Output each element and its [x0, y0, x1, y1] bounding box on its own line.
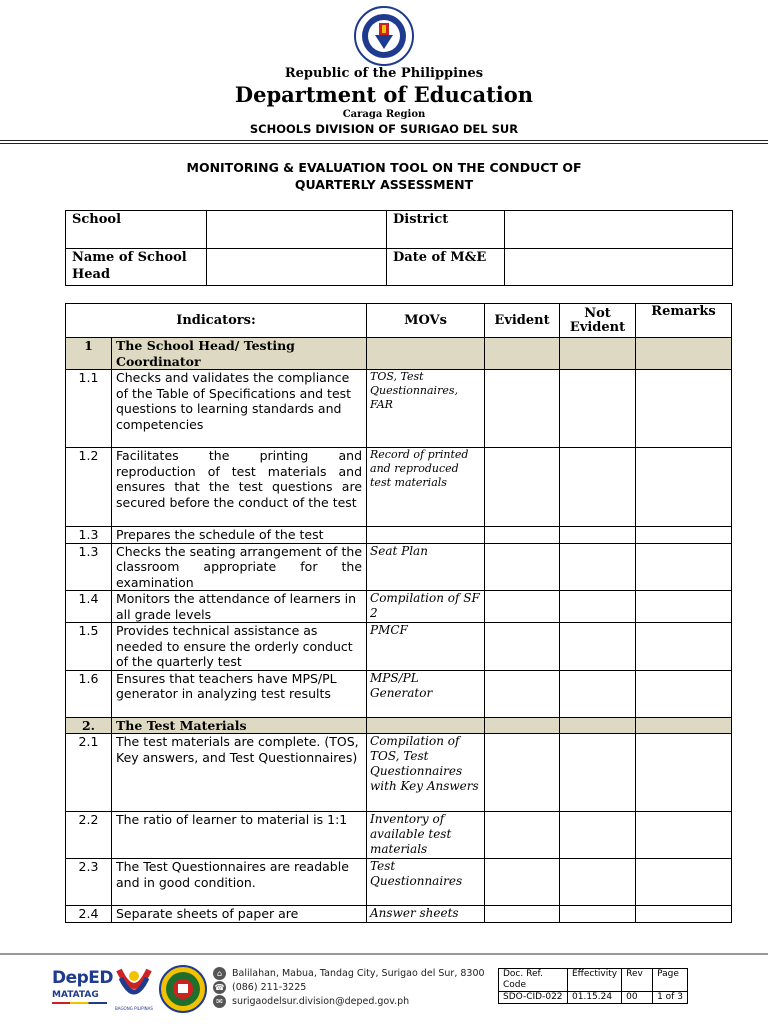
page-value: 1 of 3: [653, 992, 688, 1004]
row-number: 2.4: [66, 906, 112, 923]
remarks-cell[interactable]: [636, 448, 732, 527]
email-line[interactable]: ✉ surigaodelsur.division@deped.gov.ph: [213, 995, 409, 1008]
evident-cell[interactable]: [485, 338, 560, 370]
location-icon: ⌂: [213, 967, 226, 980]
remarks-cell[interactable]: [636, 338, 732, 370]
remarks-cell[interactable]: [636, 734, 732, 812]
division-text: SCHOOLS DIVISION OF SURIGAO DEL SUR: [249, 122, 519, 136]
school-field[interactable]: [207, 211, 387, 249]
indicator-cell: Separate sheets of paper are: [112, 906, 367, 923]
evident-header: Evident: [485, 304, 560, 338]
mov-cell: Inventory of available test materials: [367, 812, 485, 859]
bagong-pilipinas-text: BAGONG PILIPINAS: [115, 1006, 153, 1011]
remarks-cell[interactable]: [636, 717, 732, 734]
school-info-table: [65, 210, 733, 286]
address-line: ⌂ Balilahan, Mabua, Tandag City, Surigao del Sur, 8300: [213, 967, 485, 980]
deped-logo-text: DepED: [52, 968, 114, 988]
header-divider-1: [0, 140, 768, 141]
table-row: [66, 527, 732, 544]
indicator-cell: Facilitates the printing and reproduction of test materials and ensures that the test questions are secured before the conduct of the test: [112, 448, 367, 527]
table-row: [66, 543, 732, 591]
indicator-cell: Provides technical assistance as needed to ensure the orderly conduct of the quarterly test: [112, 623, 367, 671]
doc-ref-code-header: Doc. Ref. Code: [499, 969, 568, 992]
district-label: District: [387, 211, 505, 249]
doc-ref-code-value: SDO-CID-022: [499, 992, 568, 1004]
not-evident-cell[interactable]: [560, 906, 636, 923]
email-icon: ✉: [213, 995, 226, 1008]
indicator-cell: Checks and validates the compliance of the Table of Specifications and test questions to learning standards and competencies: [112, 370, 367, 448]
table-row: [66, 906, 732, 923]
table-row: [66, 670, 732, 717]
section-row: [66, 717, 732, 734]
table-header-row: [66, 304, 732, 338]
header-divider-2: [0, 143, 768, 144]
date-field[interactable]: [505, 249, 733, 286]
remarks-cell[interactable]: [636, 623, 732, 671]
republic-text: Republic of the Philippines: [284, 66, 484, 81]
mov-cell: Seat Plan: [367, 543, 485, 591]
remarks-header: Remarks: [636, 304, 732, 338]
deped-matatag-logo: [52, 968, 114, 1016]
evident-cell[interactable]: [485, 448, 560, 527]
not-evident-cell[interactable]: [560, 338, 636, 370]
mov-cell: [367, 527, 485, 544]
indicators-table: [65, 303, 732, 923]
row-number: 1.4: [66, 591, 112, 623]
not-evident-header: Not Evident: [560, 304, 636, 338]
indicator-cell: The test materials are complete. (TOS, Key answers, and Test Questionnaires): [112, 734, 367, 812]
mov-cell: Compilation of SF 2: [367, 591, 485, 623]
phone-line: ☎ (086) 211-3225: [214, 982, 307, 993]
doc-ref-table: [498, 968, 688, 1004]
indicator-cell: Prepares the schedule of the test: [112, 527, 367, 544]
remarks-cell[interactable]: [636, 812, 732, 859]
indicator-cell: Monitors the attendance of learners in all grade levels: [112, 591, 367, 623]
evident-cell[interactable]: [485, 859, 560, 906]
mov-cell: Test Questionnaires: [367, 859, 485, 906]
movs-header: MOVs: [367, 304, 485, 338]
row-number: 1.5: [66, 623, 112, 671]
indicators-header: Indicators:: [66, 304, 367, 338]
remarks-cell[interactable]: [636, 370, 732, 448]
mov-cell: PMCF: [367, 623, 485, 671]
section-row: [66, 338, 732, 370]
school-head-label: Name of School Head: [66, 249, 207, 286]
remarks-cell[interactable]: [636, 591, 732, 623]
date-label: Date of M&E: [387, 249, 505, 286]
row-number: 2.3: [66, 859, 112, 906]
indicator-cell: Checks the seating arrangement of the classroom appropriate for the examination: [112, 543, 367, 591]
indicator-cell: The Test Questionnaires are readable and in good condition.: [112, 859, 367, 906]
phone-icon: ☎: [214, 983, 225, 992]
effectivity-header: Effectivity: [568, 969, 622, 992]
evident-cell[interactable]: [485, 623, 560, 671]
table-row: [66, 370, 732, 448]
evident-cell[interactable]: [485, 734, 560, 812]
remarks-cell[interactable]: [636, 543, 732, 591]
table-row: [66, 859, 732, 906]
indicator-cell: Ensures that teachers have MPS/PL generator in analyzing test results: [112, 670, 367, 717]
table-row: [66, 812, 732, 859]
not-evident-cell[interactable]: [560, 370, 636, 448]
mov-cell: [367, 338, 485, 370]
document-title-line2: QUARTERLY ASSESSMENT: [294, 177, 474, 192]
row-number: 2.2: [66, 812, 112, 859]
matatag-logo-text: MATATAG: [52, 990, 99, 1000]
region-text: Caraga Region: [342, 109, 426, 120]
not-evident-cell[interactable]: [560, 717, 636, 734]
row-number: 2.: [66, 717, 112, 734]
not-evident-cell[interactable]: [560, 448, 636, 527]
mov-cell: Answer sheets: [367, 906, 485, 923]
evident-cell[interactable]: [485, 543, 560, 591]
evident-cell[interactable]: [485, 370, 560, 448]
not-evident-cell[interactable]: [560, 623, 636, 671]
remarks-cell[interactable]: [636, 859, 732, 906]
school-head-field[interactable]: [207, 249, 387, 286]
remarks-cell[interactable]: [636, 527, 732, 544]
footer-divider: [0, 953, 768, 955]
not-evident-cell[interactable]: [560, 859, 636, 906]
row-number: 1.2: [66, 448, 112, 527]
not-evident-cell[interactable]: [560, 591, 636, 623]
effectivity-value: 01.15.24: [568, 992, 622, 1004]
bagong-pilipinas-logo: [113, 966, 155, 1012]
district-field[interactable]: [505, 211, 733, 249]
not-evident-cell[interactable]: [560, 543, 636, 591]
table-row: [66, 448, 732, 527]
mov-cell: [367, 717, 485, 734]
mov-cell: TOS, Test Questionnaires, FAR: [367, 370, 485, 448]
mov-cell: Record of printed and reproduced test materials: [367, 448, 485, 527]
department-title: Department of Education: [234, 82, 534, 107]
remarks-cell[interactable]: [636, 906, 732, 923]
document-title-line1: MONITORING & EVALUATION TOOL ON THE CONDUCT OF: [186, 160, 582, 175]
evident-cell[interactable]: [485, 906, 560, 923]
remarks-cell[interactable]: [636, 670, 732, 717]
mov-cell: MPS/PL Generator: [367, 670, 485, 717]
indicator-cell: The ratio of learner to material is 1:1: [112, 812, 367, 859]
row-number: 1.3: [66, 527, 112, 544]
row-number: 1.6: [66, 670, 112, 717]
rev-header: Rev: [622, 969, 653, 992]
mov-cell: Compilation of TOS, Test Questionnaires with Key Answers: [367, 734, 485, 812]
evident-cell[interactable]: [485, 591, 560, 623]
not-evident-cell[interactable]: [560, 734, 636, 812]
rev-value: 00: [622, 992, 653, 1004]
not-evident-cell[interactable]: [560, 670, 636, 717]
row-number: 2.1: [66, 734, 112, 812]
row-number: 1.1: [66, 370, 112, 448]
table-row: [66, 734, 732, 812]
division-seal-logo: [158, 964, 208, 1014]
indicator-cell: The Test Materials: [112, 717, 367, 734]
page-header: Page: [653, 969, 688, 992]
row-number: 1: [66, 338, 112, 370]
deped-seal-logo: [349, 5, 419, 67]
evident-cell[interactable]: [485, 670, 560, 717]
table-row: [66, 591, 732, 623]
evident-cell[interactable]: [485, 812, 560, 859]
not-evident-cell[interactable]: [560, 527, 636, 544]
evident-cell[interactable]: [485, 527, 560, 544]
school-label: School: [66, 211, 207, 249]
table-row: [66, 623, 732, 671]
evident-cell[interactable]: [485, 717, 560, 734]
indicator-cell: The School Head/ Testing Coordinator: [112, 338, 367, 370]
row-number: 1.3: [66, 543, 112, 591]
not-evident-cell[interactable]: [560, 812, 636, 859]
